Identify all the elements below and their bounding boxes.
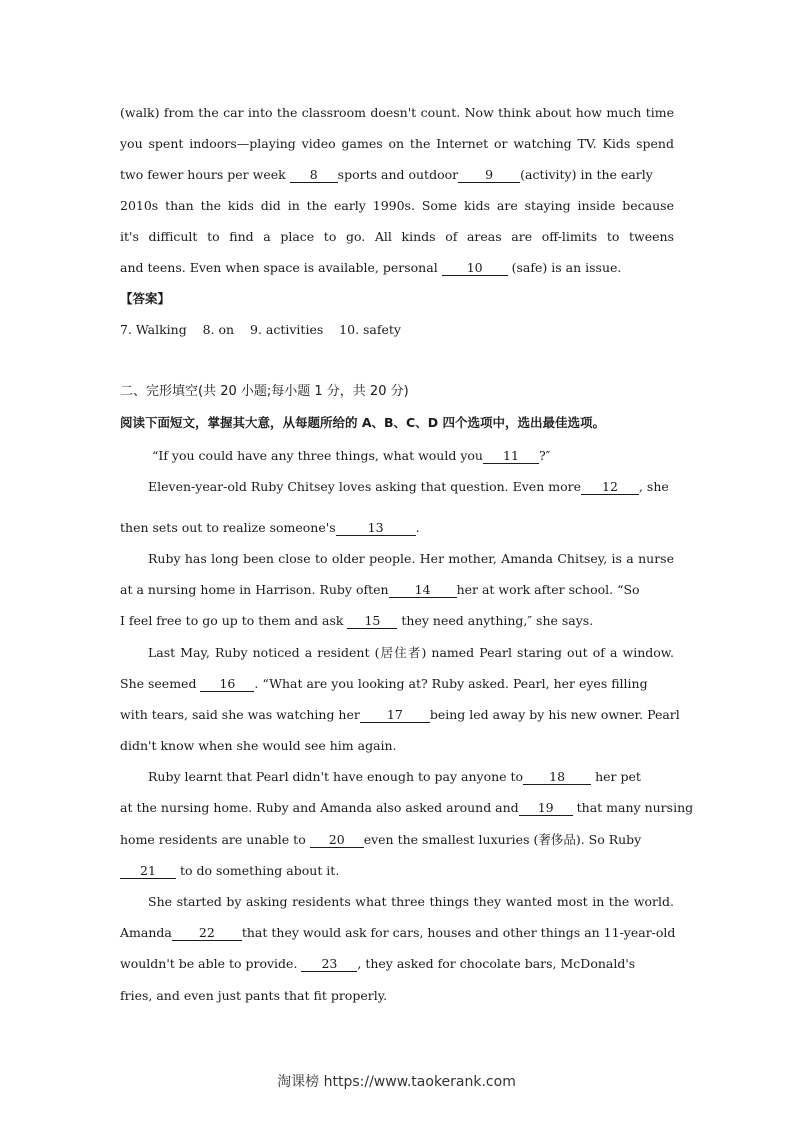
text-segment: Ruby learnt that Pearl didn't have enough to pay anyone to [148, 769, 524, 784]
text-segment: even the smallest luxuries (奢侈品). So Ruby [363, 832, 642, 847]
blank-16: 16 [200, 677, 254, 692]
text-line [120, 612, 674, 630]
blank-13: 13 [336, 521, 416, 536]
text-line [120, 581, 674, 599]
blank-9: 9 [458, 168, 520, 183]
section-instruction: 阅读下面短文，掌握其大意，从每题所给的 A、B、C、D 四个选项中，选出最佳选项。 [120, 415, 605, 430]
text-segment: , they asked for chocolate bars, McDonald's [357, 956, 636, 971]
text-line [120, 924, 674, 942]
text-segment: her pet [591, 769, 641, 784]
text-segment: then sets out to realize someone's [120, 520, 336, 535]
text-segment: two fewer hours per week [120, 167, 290, 182]
text-segment: that many nursing [572, 800, 694, 815]
text-line: 2010s than the kids did in the early 1990s. Some kids are staying inside because [120, 198, 674, 213]
text-line [120, 831, 674, 849]
text-segment: home residents are unable to [120, 832, 310, 847]
text-segment: (safe) is an issue. [507, 260, 622, 275]
text-segment: to do something about it. [176, 863, 340, 878]
text-segment: . [415, 520, 420, 535]
text-line [152, 447, 678, 465]
text-line: Last May, Ruby noticed a resident (居住者) named Pearl staring out of a window. [148, 645, 674, 660]
text-segment: Eleven-year-old Ruby Chitsey loves asking that question. Even more [148, 479, 581, 494]
blank-20: 20 [310, 833, 364, 848]
text-segment: with tears, said she was watching her [120, 707, 360, 722]
blank-17: 17 [360, 708, 430, 723]
blank-21: 21 [120, 864, 176, 879]
text-segment: they need anything,″ she says. [397, 613, 594, 628]
text-line [120, 799, 694, 817]
text-segment: Amanda [120, 925, 172, 940]
text-segment: wouldn't be able to provide. [120, 956, 302, 971]
text-segment: She seemed [120, 676, 201, 691]
text-segment: (activity) in the early [520, 167, 653, 182]
footer-watermark: 淘课榜 https://www.taokerank.com [277, 1074, 516, 1090]
section-title: 二、完形填空(共 20 小题;每小题 1 分，共 20 分) [120, 384, 409, 399]
text-line [120, 706, 680, 724]
text-segment: I feel free to go up to them and ask [120, 613, 348, 628]
text-segment: being led away by his new owner. Pearl [429, 707, 680, 722]
blank-23: 23 [301, 957, 357, 972]
text-line: Ruby has long been close to older people. Her mother, Amanda Chitsey, is a nurse [148, 551, 674, 566]
blank-19: 19 [519, 801, 573, 816]
answer-heading: 【答案】 [120, 291, 171, 306]
text-line: didn't know when she would see him again. [120, 738, 397, 753]
text-line [120, 675, 674, 693]
text-line [120, 862, 674, 880]
text-line [148, 478, 674, 496]
text-line: (walk) from the car into the classroom doesn't count. Now think about how much time [120, 105, 674, 120]
text-line: you spent indoors—playing video games on the Internet or watching TV. Kids spend [120, 136, 674, 151]
blank-22: 22 [172, 926, 242, 941]
text-line: fries, and even just pants that fit properly. [120, 988, 388, 1003]
text-segment: , she [638, 479, 669, 494]
text-line: it's difficult to find a place to go. All kinds of areas are off-limits to tweens [120, 229, 674, 244]
text-segment: . “What are you looking at? Ruby asked. Pearl, her eyes filling [254, 676, 648, 691]
text-line [120, 955, 674, 973]
blank-14: 14 [389, 583, 457, 598]
text-line [120, 259, 674, 277]
blank-18: 18 [523, 770, 591, 785]
blank-10: 10 [442, 261, 508, 276]
blank-15: 15 [347, 614, 397, 629]
blank-11: 11 [483, 449, 539, 464]
text-line [120, 519, 674, 537]
blank-12: 12 [581, 480, 639, 495]
text-segment: sports and outdoor [337, 167, 459, 182]
text-segment: ?″ [538, 448, 551, 463]
text-segment: “If you could have any three things, what would you [152, 448, 483, 463]
blank-8: 8 [290, 168, 338, 183]
text-segment: and teens. Even when space is available, personal [120, 260, 442, 275]
text-line [120, 166, 674, 184]
text-line: She started by asking residents what three things they wanted most in the world. [148, 894, 674, 909]
text-line [148, 768, 674, 786]
answer-list: 7. Walking 8. on 9. activities 10. safety [120, 322, 401, 337]
text-segment: that they would ask for cars, houses and other things an 11-year-old [241, 925, 676, 940]
text-segment: at the nursing home. Ruby and Amanda also asked around and [120, 800, 519, 815]
text-segment: at a nursing home in Harrison. Ruby often [120, 582, 389, 597]
text-segment: her at work after school. “So [456, 582, 640, 597]
